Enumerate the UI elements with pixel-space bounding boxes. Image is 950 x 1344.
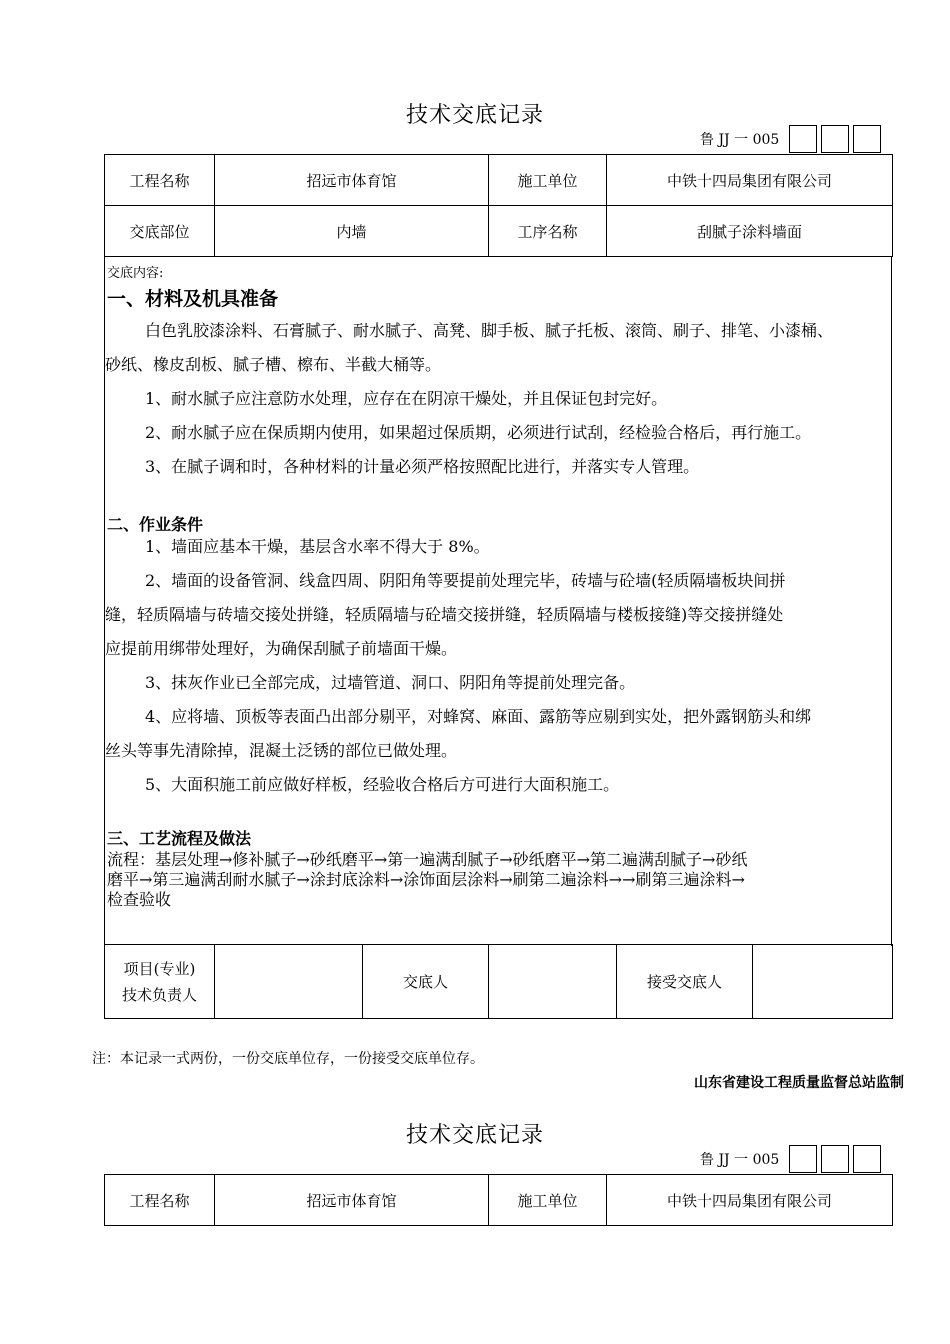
paragraph: 白色乳胶漆涂料、石膏腻子、耐水腻子、高凳、脚手板、腻子托板、滚筒、刷子、排笔、小漆桶、 — [145, 321, 834, 340]
paragraph: 3、抹灰作业已全部完成，过墙管道、洞口、阴阳角等提前处理完备。 — [145, 673, 636, 692]
presenter-label: 交底人 — [363, 945, 489, 1019]
process-flow — [107, 850, 891, 910]
paragraph: 砂纸、橡皮刮板、腻子槽、檫布、半截大桶等。 — [105, 355, 442, 374]
content-box — [104, 256, 892, 946]
flow-line: 检查验收 — [107, 890, 172, 909]
tech-lead-line-2: 技术负责人 — [121, 985, 197, 1004]
page-title: 技术交底记录 — [405, 103, 544, 128]
section-1-body — [105, 314, 891, 484]
paragraph: 应提前用绑带处理好，为确保刮腻子前墙面干燥。 — [105, 639, 458, 658]
signature-table — [104, 944, 893, 1019]
info-table — [104, 154, 893, 257]
code-box — [821, 125, 849, 153]
tech-lead-line-1: 项目(专业) — [123, 959, 196, 978]
code-box — [789, 125, 817, 153]
builder-label: 施工单位 — [489, 155, 607, 206]
code-box — [789, 1145, 817, 1173]
project-name-label: 工程名称 — [105, 155, 215, 206]
code-box — [821, 1145, 849, 1173]
page-title: 技术交底记录 — [405, 1123, 544, 1148]
section-2-body — [105, 530, 891, 802]
code-box — [853, 125, 881, 153]
form-code — [700, 124, 881, 154]
tech-lead-signature — [215, 945, 363, 1019]
part-label: 交底部位 — [105, 206, 215, 257]
builder-value: 中铁十四局集团有限公司 — [607, 1175, 893, 1226]
paragraph: 1、耐水腻子应注意防水处理，应存在在阴凉干燥处，并且保证包封完好。 — [145, 389, 668, 408]
flow-line: 流程：基层处理→修补腻子→砂纸磨平→第一遍满刮腻子→砂纸磨平→第二遍满刮腻子→砂纸 — [107, 850, 748, 869]
presenter-signature — [489, 945, 617, 1019]
process-value: 刮腻子涂料墙面 — [607, 206, 893, 257]
builder-label: 施工单位 — [489, 1175, 607, 1226]
section-3-title: 三、工艺流程及做法 — [107, 829, 252, 848]
info-table — [104, 1174, 893, 1226]
paragraph: 5、大面积施工前应做好样板，经验收合格后方可进行大面积施工。 — [145, 775, 620, 794]
receiver-label: 接受交底人 — [617, 945, 753, 1019]
section-2-title: 二、作业条件 — [107, 515, 204, 534]
builder-value: 中铁十四局集团有限公司 — [607, 155, 893, 206]
project-name-value: 招远市体育馆 — [215, 155, 489, 206]
paragraph: 2、耐水腻子应在保质期内使用，如果超过保质期，必须进行试刮，经检验合格后，再行施工。 — [145, 423, 812, 442]
paragraph: 4、应将墙、顶板等表面凸出部分剔平，对蜂窝、麻面、露筋等应剔到实处，把外露钢筋头和绑 — [145, 707, 812, 726]
footer-issuer: 山东省建设工程质量监督总站监制 — [694, 1075, 904, 1091]
paragraph: 1、墙面应基本干燥，基层含水率不得大于 8%。 — [145, 537, 490, 556]
content-label: 交底内容: — [107, 266, 164, 281]
form-code-text: 鲁 JJ 一 005 — [700, 1152, 780, 1168]
section-1-title: 一、材料及机具准备 — [107, 288, 279, 310]
form-code-text: 鲁 JJ 一 005 — [700, 132, 780, 148]
part-value: 内墙 — [215, 206, 489, 257]
tech-lead-label — [105, 945, 215, 1019]
paragraph: 3、在腻子调和时，各种材料的计量必须严格按照配比进行，并落实专人管理。 — [145, 457, 700, 476]
code-box — [853, 1145, 881, 1173]
project-name-value: 招远市体育馆 — [215, 1175, 489, 1226]
paragraph: 丝头等事先清除掉，混凝土泛锈的部位已做处理。 — [105, 741, 458, 760]
receiver-signature — [753, 945, 893, 1019]
flow-line: 磨平→第三遍满刮耐水腻子→涂封底涂料→涂饰面层涂料→刷第二遍涂料→→刷第三遍涂料→ — [107, 870, 745, 889]
project-name-label: 工程名称 — [105, 1175, 215, 1226]
note: 注：本记录一式两份，一份交底单位存，一份接受交底单位存。 — [92, 1051, 484, 1067]
form-code — [700, 1144, 881, 1174]
paragraph: 缝，轻质隔墙与砖墙交接处拼缝，轻质隔墙与砼墙交接拼缝，轻质隔墙与楼板接缝)等交接拼缝处 — [105, 605, 784, 624]
process-label: 工序名称 — [489, 206, 607, 257]
paragraph: 2、墙面的设备管洞、线盒四周、阴阳角等要提前处理完毕，砖墙与砼墙(轻质隔墙板块间拼 — [145, 571, 786, 590]
